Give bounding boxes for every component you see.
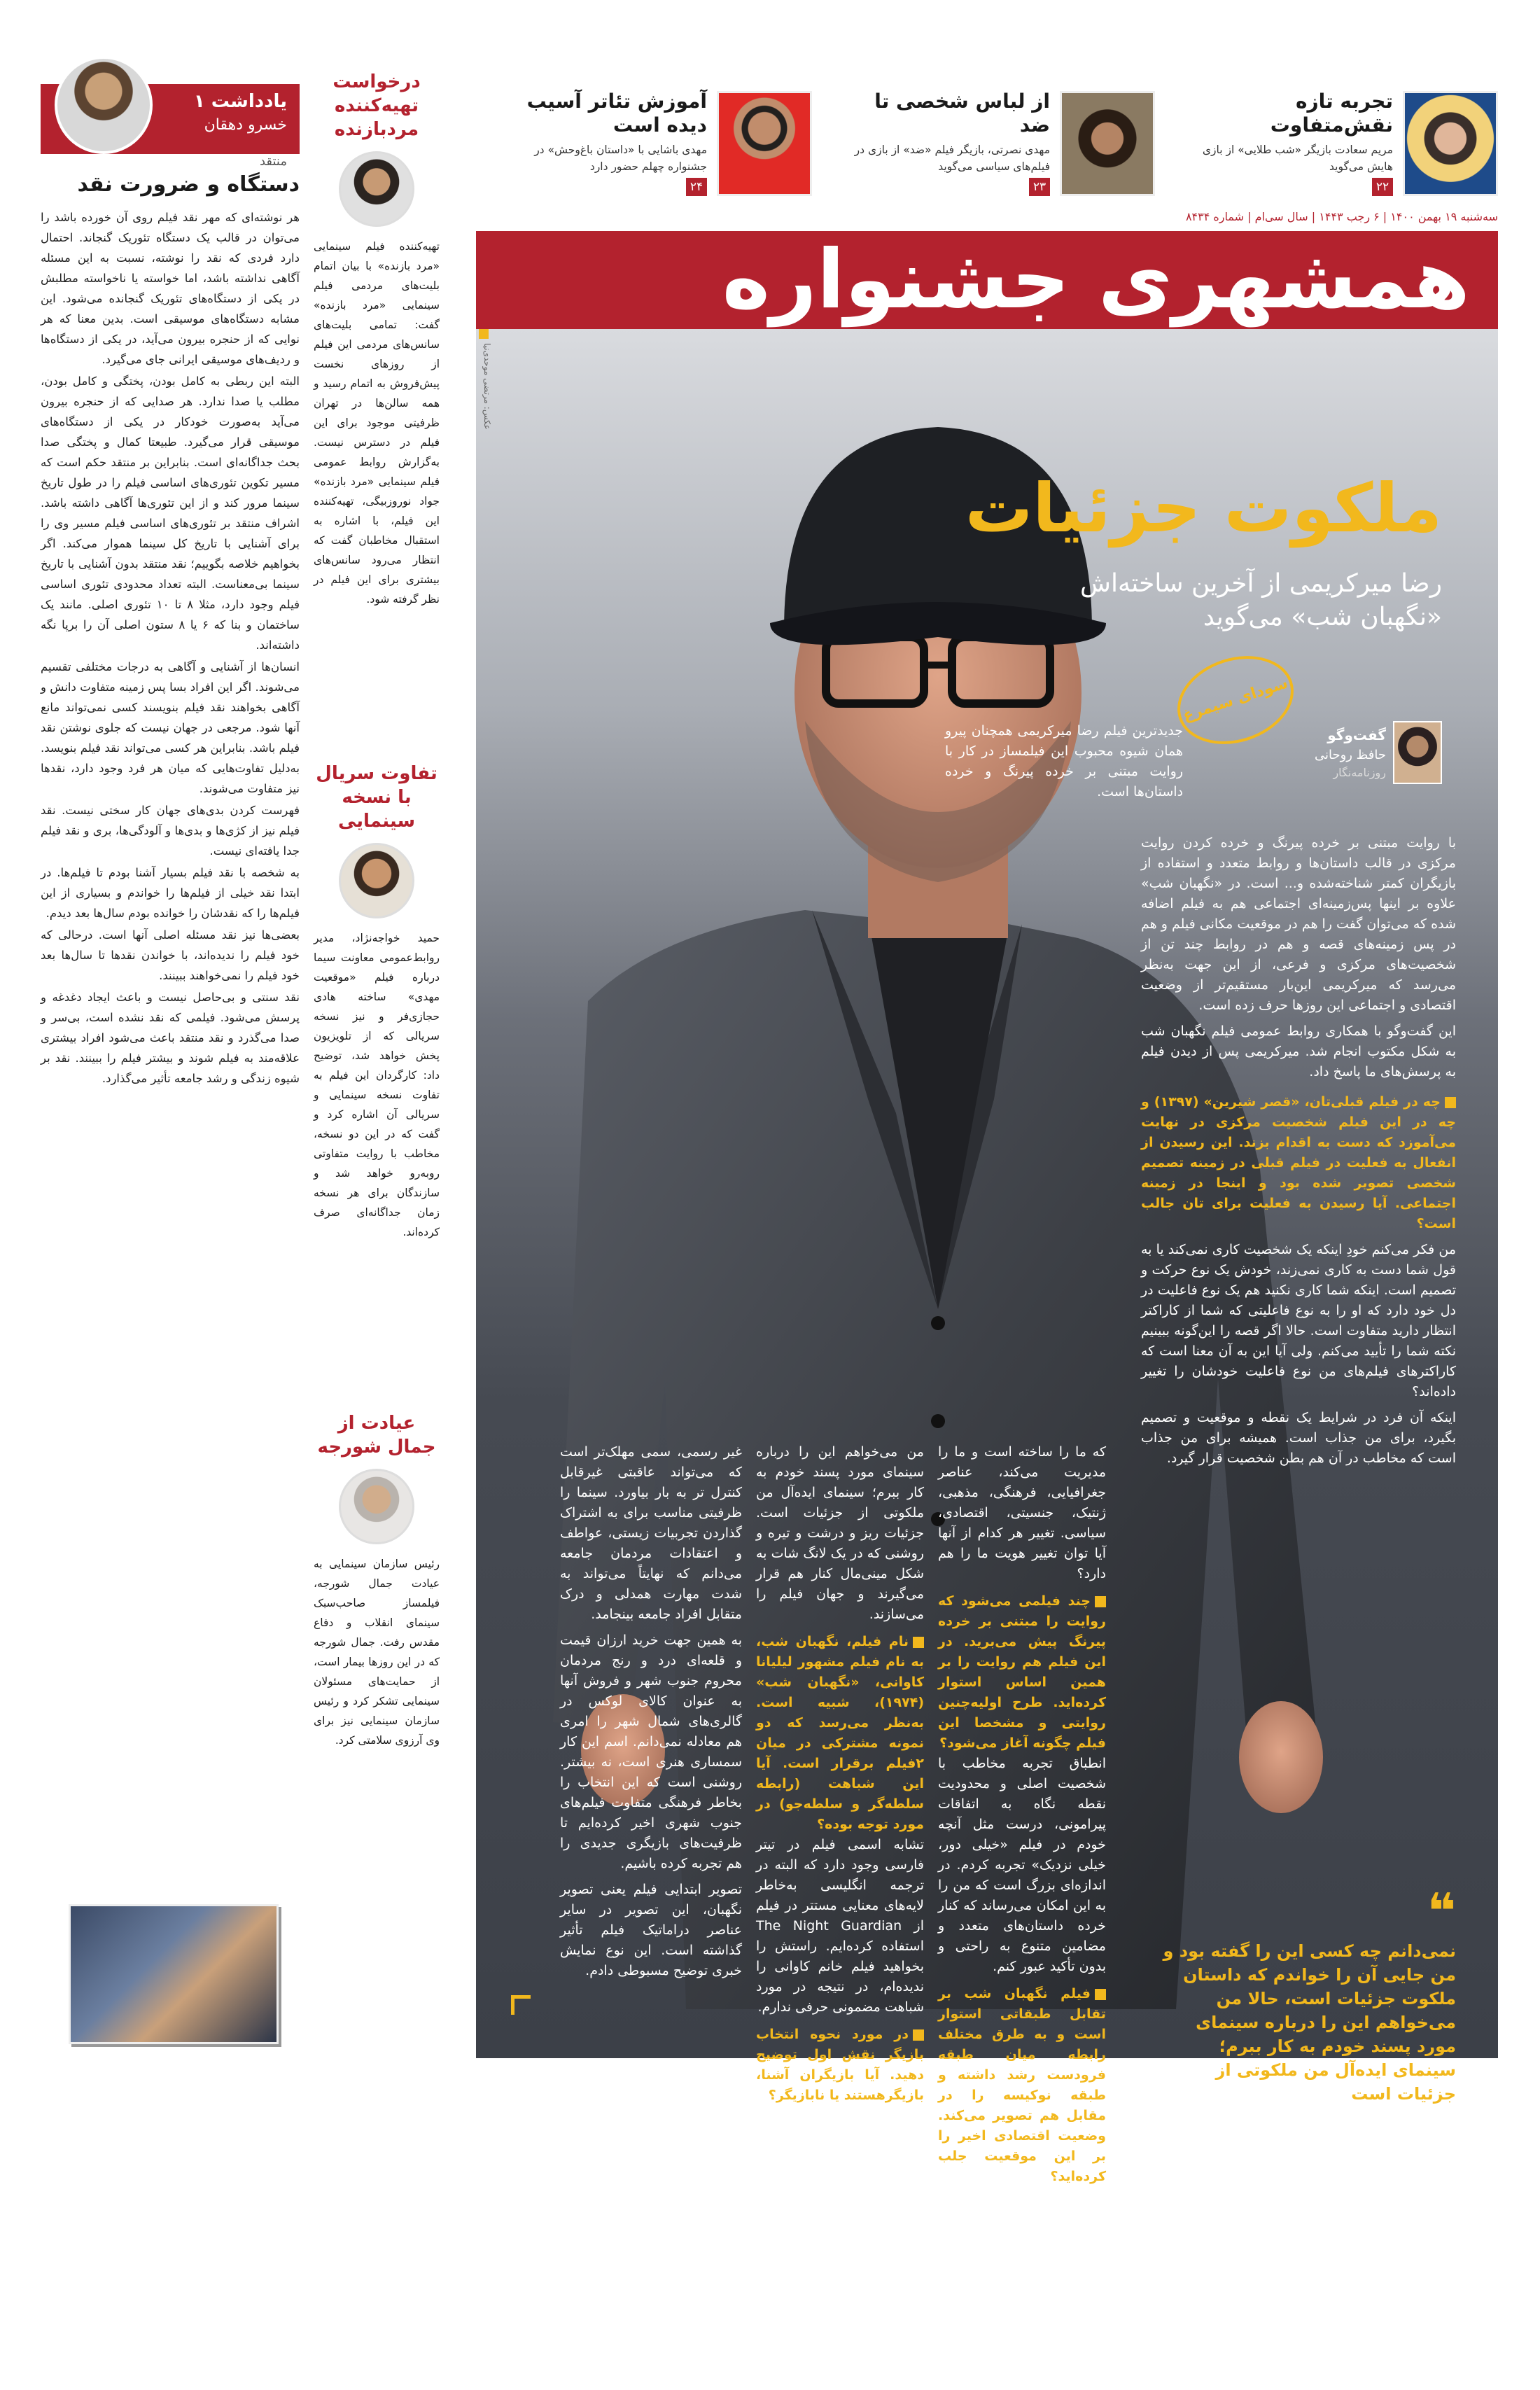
interviewer-byline [1190, 721, 1442, 819]
question-icon [913, 2029, 924, 2041]
body-paragraph: من می‌خواهم این را درباره سینمای مورد پسند خودم به کار ببرم؛ سینمای ایده‌آل من ملکوتی از جزئیات است. جزئیات ریز و درشت و تیره و روشنی که در یک لانگ شات به شکل مینی‌مال کنار هم قرار می‌گیرند و جهان فیلم را می‌سازند. [756, 1444, 924, 1622]
question-icon [913, 1637, 924, 1648]
opinion-author-role: منتقد [259, 154, 287, 169]
question-icon [1095, 1989, 1106, 2000]
question-text: در مورد نحوه انتخاب بازیگر نقش اول توضیح دهید. آیا بازیگران آشنا، بازیگرهستند یا نابازیگر؟ [756, 2027, 924, 2103]
teaser-title: از لباس شخصی تا ضد [874, 90, 1050, 137]
question-text: چند فیلمی می‌شود که روایت را مبتنی بر خرده پیرنگ پیش می‌برید. در این فیلم هم روایت را بر همین اساس استوار کرده‌اید. طرح اولیه‌چنین روایتی و مشخصا این فیلم چگونه آغاز می‌شود؟ [938, 1593, 1106, 1751]
photo-credit: عکس: مرتضی موحدی‌نیا [482, 343, 492, 430]
teaser-desc: مهدی باشایی با «داستان باغ‌وحش» در جشنواره چهلم حضور دارد [534, 144, 707, 173]
body-paragraph: برای من این فیلم چیزی به نام نابازیگر نداریم! ما بازیگران شناخته شده و با بازیگران کمتر شناخته‌شده را در این فیلم داریم. بازیگر اصلی فیلم در کنار بازیگران شناخته‌شده، به خوبی ایفای نقش کرد و این نحوه انتخاب بازیگران در کنار بازیگران شناخته‌شده همیشه برای من جذاب است. [756, 2108, 924, 2306]
feature-column-4 [560, 1442, 742, 2058]
brief-avatar [339, 1469, 414, 1544]
masthead [476, 231, 1498, 329]
feature-column-3 [756, 1442, 924, 2306]
interview-kicker: گفت‌وگو [1327, 727, 1386, 743]
teaser-photo [1403, 91, 1498, 196]
festival-seal-stamp: سودای سیمرغ [1166, 642, 1306, 759]
opinion-paragraph: البته این ربطی به کامل بودن، پختگی و کامل بودن، مطلب یا صدا ندارد. هر صدایی که از حنجره بیرون می‌آید به‌صورت خودکار در یکی از دستگاه‌های موسیقی قرار می‌گیرد. طبیعتا کمال و پختگی صدا بحث جداگانه‌ای است. بنابراین بر منتقد حکم است که مسیر تکوین تئوری‌های اساسی فیلم را در طول تاریخ سینما مرور کند و از این تئوری‌ها آگاهی داشته باشد. اشراف منتقد بر تئوری‌های اساسی فیلم مسیر وی را برای آشنایی با تاریخ کل سینما هموار می‌کند. اگر بخواهیم خلاصه بگوییم؛ نقد منتقد بدون آشنایی با تاریخ سینما بی‌معناست. البته تعداد محدودی تئوری اساسی فیلم وجود دارد، مثلا ۸ تا ۱۰ تئوری اصلی. مانند یک ساختمان و بنا که ۶ یا ۸ ستون اصلی آن را برپا نگه داشته‌اند. [41, 375, 300, 652]
feature-column-2 [938, 1442, 1106, 2387]
feature-subhead: رضا میرکریمی از آخرین ساخته‌اش «نگهبان شب» می‌گوید [1080, 569, 1442, 631]
feature-column-1 [1141, 833, 1456, 1883]
end-mark-icon [511, 1995, 531, 2015]
opinion-body [41, 207, 300, 1873]
masthead-logo: همشهری جشنواره [722, 232, 1470, 327]
feature-headline: ملکوت جزئیات [965, 469, 1442, 547]
interview-question [756, 1632, 924, 1835]
body-paragraph: که ما را ساخته است و ما را مدیریت می‌کند، عناصر جغرافیایی، فرهنگی، مذهبی، ژنتیک، جنسیتی، اقتصادی، سیاسی. تغییر هر کدام از آنها آیا توان تغییر هویت ما را هم دارد؟ [938, 1444, 1106, 1581]
opinion-title: دستگاه و ضرورت نقد [77, 172, 300, 197]
opinion-column [41, 84, 300, 2044]
opinion-header [41, 84, 300, 154]
teaser-page-number: ۲۴ [686, 178, 707, 196]
teaser-item[interactable] [1176, 84, 1498, 203]
teaser-page-number: ۲۲ [1372, 178, 1393, 196]
opinion-paragraph: به شخصه با نقد فیلم بسیار آشنا بودم تا فیلم‌ها. در ابتدا نقد خیلی از فیلم‌ها را خواندم و بسیاری از این فیلم‌ها را که نقدشان را خوانده بودم سال‌ها بعد دیدم. [41, 866, 300, 920]
brief-avatar [339, 151, 414, 227]
film-poster-photo [69, 1904, 279, 2044]
quote-mark-icon: ❝ [1427, 1882, 1456, 1940]
opinion-paragraph: نقد سنتی و بی‌حاصل نیست و باعث ایجاد دغدغه و پرسش می‌شود. فیلمی که نقد نشده است، بی‌سر و صدا می‌گذرد و نقد منتقد باعث می‌شود افراد بیشتری علاقه‌مند به فیلم شوند و بیشتر فیلم را ببینند. نقد بر شیوه زندگی و رشد جامعه تأثیر می‌گذارد. [41, 991, 300, 1085]
body-paragraph: از نظر بسیاری از تحلیلگران منصف، تشدید اختلاف طبقاتی در سال‌های اخیر، جامعه را آبستن حوادث غیرمترقبه و هولناکی می‌کند. من هم موافقم، ولی به‌نظرم دامن زدن به این شکاف و توزیع بی‌رویه تنفر در میان طبقات مختلف جامعه توسط رسانه‌های رسمی و [938, 2189, 1106, 2387]
question-icon [1095, 1596, 1106, 1607]
question-text: نام فیلم، نگهبان شب، به نام فیلم مشهور لیلیانا کاوانی، «نگهبان شب» (۱۹۷۴)، شبیه است. به‌نظر می‌رسد که دو نمونه مشترکی در میان ۲فیلم برقرار است. آیا این شباهت (رابطه سلطه‌گر و سلطه‌جو) در مورد توجه بوده؟ [756, 1634, 924, 1832]
question-text: چه در فیلم قبلی‌تان، «قصر شیرین» (۱۳۹۷) و چه در این فیلم شخصیت مرکزی در نهایت می‌آموزد که دست به اقدام بزند. این رسیدن از انفعال به فعلیت در فیلم قبلی در زمینه تصمیم شخصی تصویر شده بود و اینجا در زمینه اجتماعی. آیا رسیدن به فعلیت برای تان جالب است؟ [1141, 1094, 1456, 1231]
interview-question [1141, 1092, 1456, 1234]
brief-text: حمید خواجه‌نژاد، مدیر روابط‌عمومی معاونت سیما درباره فیلم «موقعیت مهدی» ساخته هادی حجازی‌فر و نیز نسخه سریالی که از تلویزیون پخش خواهد شد، توضیح داد: کارگردان این فیلم به تفاوت نسخه سینمایی و سریالی آن اشاره کرد و گفت که در این دو نسخه، مخاطب با روایت متفاوتی روبه‌رو خواهد شد و سازندگان برای هر نسخه زمان جداگانه‌ای صرف کرده‌اند. [314, 932, 440, 1238]
brief-text: تهیه‌کننده فیلم سینمایی «مرد بازنده» با بیان اتمام بلیت‌های مردمی فیلم سینمایی «مرد بازنده» گفت: تمامی بلیت‌های سانس‌های مردمی این فیلم از روزهای نخست پیش‌فروش به اتمام رسید و همه سالن‌ها در تهران ظرفیتی موجود برای این فیلم در دسترس نیست. به‌گزارش روابط عمومی فیلم سینمایی «مرد بازنده» جواد نوروزبیگی، تهیه‌کننده این فیلم، با اشاره به استقبال مخاطبان گفت که انتظار می‌رود سانس‌های بیشتری برای این فیلم در نظر گرفته شود. [314, 240, 440, 606]
interview-question [938, 1591, 1106, 1754]
opinion-author: خسرو دهقان [204, 116, 287, 134]
body-paragraph: تصویر ابتدایی فیلم یعنی تصویر نگهبان، این تصویر در سایر عناصر دراماتیک فیلم تأثیر گذاشته است. این نوع نمایش خبری توضیح مسبوطی دادم. [560, 1882, 742, 1978]
teaser-photo [1060, 91, 1155, 196]
teaser-page-number: ۲۳ [1029, 178, 1050, 196]
opinion-kicker: یادداشت ۱ [193, 91, 287, 112]
body-paragraph: انطباق تجربه مخاطب با شخصیت اصلی و محدودیت نقطه نگاه به اتفاقات پیرامونی، درست مثل آنچه خودم در فیلم «خیلی دور، خیلی نزدیک» تجربه کردم. در اندازه‌ای بزرگ است که من را به این امکان می‌رساند که کنار خرده داستان‌های متعدد و مضامین متنوع به راحتی و بدون تأکید عبور کنم. [938, 1756, 1106, 1974]
opinion-paragraph: بعضی‌ها نیز نقد مسئله اصلی آنها است. درحالی که خود فیلم را ندیده‌اند، با خواندن نقدها تا سال‌ها بعد خود فیلم را نمی‌خواهند ببینند. [41, 928, 300, 982]
opinion-paragraph: فهرست کردن بدی‌های جهان کار سختی نیست. نقد فیلم نیز از کژی‌ها و بدی‌ها و آلودگی‌ها، بری و نقد فیلم جدا یافته‌ای نیست. [41, 804, 300, 858]
body-paragraph: به همین جهت خرید ارزان قیمت و قلعه‌ای درد و رنج مردمان محروم جنوب شهر و فروش آنها به عنوان کالای لوکس در گالری‌های شمال شهر را امری هم معادله نمی‌دانم. اسم این کار سمساری هنری است، نه بیشتر. روشنی است که این انتخاب را بخاطر فرهنگی متفاوت فیلم‌های جنوب شهری اخیر کرده‌ایم تا ظرفیت‌های بازیگری جدیدی را هم تجربه کرده باشیم. [560, 1633, 742, 1871]
interviewer-role: روزنامه‌نگار [1333, 766, 1386, 779]
body-paragraph: من فکر می‌کنم خودِ اینکه یک شخصیت کاری نمی‌کند یا به قول شما دست به کاری نمی‌زند، خودش یک نوع حرکت و تصمیم است. اینکه شما کاری نکنید هم یک نوع فاعلیت در دل خود دارد که او را به نوع فاعلیتی که شما از کاراکتر انتظار دارید متفاوت است. حالا اگر قصه را این‌گونه ببینیم نکته شما را تأیید می‌کنم. ولی آیا این به آن معنا است که کاراکترهای فیلم‌های من نوع فاعلیت خودشان را تغییر داده‌اند؟ [1141, 1242, 1456, 1399]
interviewer-avatar [1393, 721, 1442, 784]
teaser-photo [717, 91, 812, 196]
body-paragraph: غیر رسمی، سمی مهلک‌تر است که می‌تواند عاقبتی غیرقابل کنترل تر به بار بیاورد. سینما را ظرفیتی مناسب برای به اشتراک گذاردن تجربیات زیستی، عواطف و اعتقادات مردمان جامعه می‌دانم که نهایتاً می‌تواند به شدت مهارت همدلی و درک متقابل افراد جامعه بینجامد. [560, 1444, 742, 1622]
interviewer-name: حافظ روحانی [1314, 748, 1386, 762]
teaser-desc: مهدی نصرتی، بازیگر فیلم «ضد» از بازی در فیلم‌های سیاسی می‌گوید [854, 144, 1050, 173]
feature-story [476, 329, 1498, 2387]
body-paragraph: این گفت‌وگو با همکاری روابط عمومی فیلم نگهبان شب به شکل مکتوب انجام شد. میرکریمی پس از دیدن فیلم به پرسش‌های ما پاسخ داد. [1141, 1023, 1456, 1079]
top-teaser-strip [476, 84, 1498, 203]
question-icon [1445, 1097, 1456, 1108]
interview-question [938, 1984, 1106, 2187]
news-brief-column [314, 70, 440, 2030]
brief-headline: تفاوت سریال با نسخه سینمایی [316, 763, 438, 832]
teaser-item[interactable] [833, 84, 1155, 203]
author-avatar [55, 56, 153, 154]
body-paragraph: با روایت مبتنی بر خرده پیرنگ و خرده کردن روایت مرکزی در قالب داستان‌ها و روابط متعدد و استفاده از بازیگران کمتر شناخته‌شده و... است. در «نگهبان شب» علاوه بر اینها پس‌زمینه‌ای اجتماعی هم به فیلم اضافه شده که می‌توان گفت را هم در موقعیت مکانی فیلم و هم در پس زمینه‌های قصه و هم در روابط چند تن از شخصیت‌های مرکزی و فرعی، از این جهت به‌نظر می‌رسد که میرکریمی این‌بار مستقیم‌تر از وضعیت اقتصادی و اجتماعی این روزها حرف زده است. [1141, 835, 1456, 1013]
teaser-item[interactable] [490, 84, 812, 203]
teaser-title: آموزش تئاتر آسیب دیده است [526, 90, 707, 137]
brief-headline: درخواست تهیه‌کننده مردبازنده [332, 71, 421, 140]
feature-intro: جدیدترین فیلم رضا میرکریمی همچنان پیرو همان شیوه محبوب این فیلمساز در کار با روایت مبتنی بر خرده پیرنگ و خرده داستان‌ها است. [945, 723, 1183, 799]
pull-quote: نمی‌دانم چه کسی این را گفته بود و من جایی آن را خواندم که داستان ملکوت جزئیات است، حالا من می‌خواهم این را درباره سینمای مورد پسند خودم به کار ببرم؛ سینمای ایده‌آل من ملکوتی از جزئیات است [1163, 1941, 1456, 2104]
issue-date-line: سه‌شنبه ۱۹ بهمن ۱۴۰۰ | ۶ رجب ۱۴۴۳ | سال سی‌ام | شماره ۸۴۳۴ [1185, 210, 1498, 223]
opinion-paragraph: انسان‌ها از آشنایی و آگاهی به درجات مختلفی تقسیم می‌شوند. اگر این افراد بسا پس زمینه متفاوت دانش و آگاهی بخواهند نقد فیلم بنویسند کسی نمی‌تواند مانع آنها شود. مرجعی در جهان نیست که جلوی نوشتن نقد فیلم باشد. بنابراین هر کسی می‌تواند نقد فیلم بنویسد. به‌دلیل تفاوت‌هایی که میان هر فرد وجود دارد، نقدها نیز متفاوت می‌شوند. [41, 660, 300, 795]
question-text: فیلم نگهبان شب بر تقابل طبقاتی استوار است و به طرق مختلف رابطه میان طبقه فرودست رشد داشته و طبقه نوکیسه را در مقابل هم تصویر می‌کند. وضعیت اقتصادی اخیر را بر این موقعیت جلب کرده‌اید؟ [938, 1986, 1106, 2184]
body-paragraph: تشابه اسمی فیلم در تیتر فارسی وجود دارد که البته در ترجمه انگلیسی به‌خاطر لایه‌های معنایی مستتر در فیلم از The Night Guardian استفاده کرده‌ایم. راستش را بخواهید فیلم خانم کاوانی را ندیده‌ام، در نتیجه در مورد شباهت مضمونی حرفی ندارم. [756, 1837, 924, 2015]
photo-marker [479, 329, 489, 339]
body-paragraph: اینکه آن فرد در شرایط یک نقطه و موقعیت و تصمیم بگیرد، برای من جذاب است. همیشه برای من جذاب است که مخاطب در آن هم بطن شخصیت قرار گیرد. [1141, 1410, 1456, 1466]
opinion-paragraph: هر نوشته‌ای که مهر نقد فیلم روی آن خورده باشد را می‌توان در قالب یک دستگاه تئوریک گنجاند. احتمال دارد فردی که نقد را نوشته، نسبت به این مسئله آگاهی نداشته باشد، اما خواسته یا ناخواسته مطلبش در یکی از دستگاه‌های تئوریک گنجانده می‌شود. این مشابه دستگاه‌های موسیقی است. بدین معنا که هر نوایی که از حنجره بیرون می‌آید، در یکی از دستگاه‌ها و ردیف‌های موسیقی ایرانی جای می‌گیرد. [41, 211, 300, 366]
teaser-desc: مریم سعادت بازیگر «شب طلایی» از بازی هایش می‌گوید [1202, 144, 1393, 173]
brief-avatar [339, 843, 414, 918]
interview-question [756, 2025, 924, 2106]
teaser-title: تجربه تازه نقش‌متفاوت [1270, 90, 1393, 137]
brief-text: رئیس سازمان سینمایی به عیادت جمال شورجه، فیلمساز صاحب‌سبک سینمای انقلاب و دفاع مقدس رفت. جمال شورجه که در این روزها بیمار است، از حمایت‌های مسئولان سینمایی تشکر کرد و رئیس سازمان سینمایی نیز برای وی آرزوی سلامتی کرد. [314, 1558, 440, 1747]
brief-headline: عیادت از جمال شورجه [317, 1413, 436, 1458]
